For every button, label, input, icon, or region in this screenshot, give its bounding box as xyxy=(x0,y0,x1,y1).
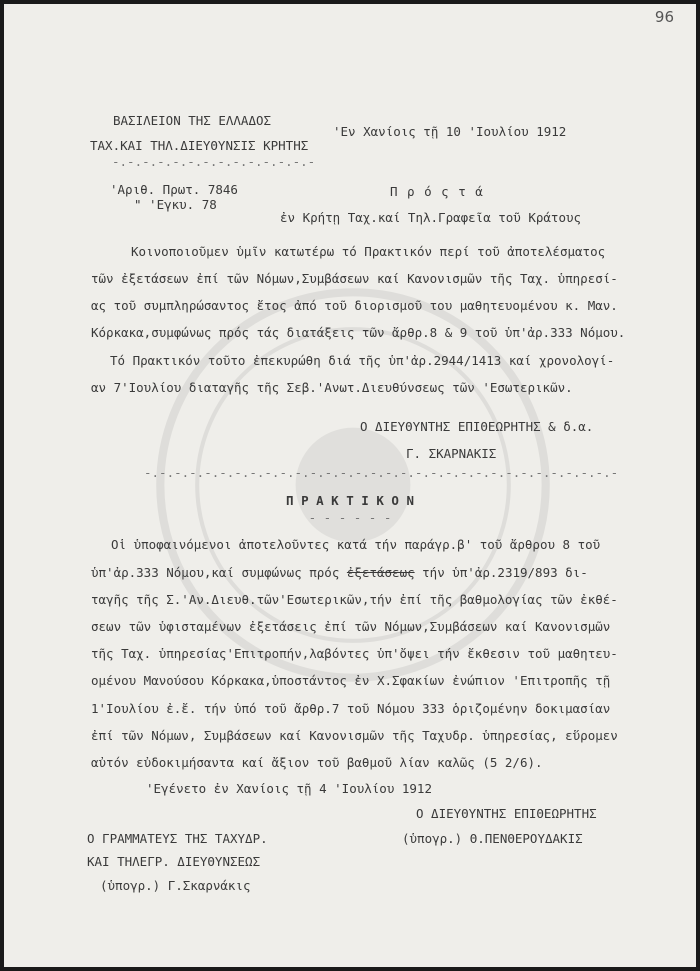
section-separator: -.-.-.-.-.-.-.-.-.-.-.-.-.-.-.-.-.-.-.-.-.-.-.-.-.-.-.-.-.-.-.- xyxy=(144,465,619,480)
director-title: Ο ΔΙΕΥΘΥΝΤΗΣ ΕΠΙΘΕΩΡΗΤΗΣ xyxy=(416,806,597,821)
praktikon-line: αὐτόν εὐδοκιμήσαντα καί ἄξιον τοῦ βαθμοῦ λίαν καλῶς (5 2/6). xyxy=(91,755,543,770)
directorate-heading: ΤΑΧ.ΚΑΙ ΤΗΛ.ΔΙΕΥΘΥΝΣΙΣ ΚΡΗΤΗΣ xyxy=(90,138,309,153)
praktikon-line: ομένου Μανούσου Κόρκακα,ὑποστάντος ἐν Χ.Σφακίων ἐνώπιον 'Επιτροπῆς τῇ xyxy=(91,673,611,688)
praktikon-line: ταγῆς τῆς Σ.'Αν.Διευθ.τῶν'Εσωτερικῶν,τήν ἐπί τῆς βαθμολογίας τῶν ἐκθέ- xyxy=(91,592,618,607)
kingdom-heading: ΒΑΣΙΛΕΙΟΝ ΤΗΣ ΕΛΛΑΔΟΣ xyxy=(113,113,272,128)
director-name: (ὑπογρ.) Θ.ΠΕΝΘΕΡΟΥΔΑΚΙΣ xyxy=(402,831,583,846)
praktikon-line-end: τήν ὑπ'ἀρ.2319/893 δι- xyxy=(422,565,588,580)
praktikon-line: 1'Ιουλίου ἐ.ἔ. τήν ὑπό τοῦ ἄρθρ.7 τοῦ Νόμου 333 ὁριζομένην δοκιμασίαν xyxy=(91,701,611,716)
secretary-title-2: ΚΑΙ ΤΗΛΕΓΡ. ΔΙΕΥΘΥΝΣΕΩΣ xyxy=(87,854,261,869)
secretary-title-1: Ο ΓΡΑΜΜΑΤΕΥΣ ΤΗΣ ΤΑΧΥΔΡ. xyxy=(87,831,268,846)
praktikon-line: Οἱ ὑποφαινόμενοι ἀποτελοῦντες κατά τήν παράγρ.β' τοῦ ἄρθρου 8 τοῦ xyxy=(111,537,601,552)
body-line: Κόρκακα,συμφώνως πρός τάς διατάξεις τῶν ἄρθρ.8 & 9 τοῦ ὑπ'ἀρ.333 Νόμου. xyxy=(91,325,626,340)
document-page xyxy=(4,4,696,967)
heading-underline: -.-.-.-.-.-.-.-.-.-.-.-.-.- xyxy=(112,154,316,169)
secretary-name: (ὑπογρ.) Γ.Σκαρνάκις xyxy=(100,878,251,893)
struck-word: ἐξετάσεως xyxy=(346,565,415,580)
praktikon-line: ἐπί τῶν Νόμων, Συμβάσεων καί Κανονισμῶν τῆς Ταχυδρ. ὑπηρεσίας, εὕρομεν xyxy=(91,728,618,743)
body-line: Κοινοποιοῦμεν ὑμῖν κατωτέρω τό Πρακτικόν περί τοῦ ἀποτελέσματος xyxy=(131,244,606,259)
pros-label: Π ρ ό ς τ ά xyxy=(390,184,484,199)
protocol-number: 'Αριθ. Πρωτ. 7846 xyxy=(110,182,238,197)
date-line: 'Εγένετο ἐν Χανίοις τῇ 4 'Ιουλίου 1912 xyxy=(146,781,432,796)
praktikon-line: σεων τῶν ὑφισταμένων ἐξετάσεις ἐπί τῶν Νόμων,Συμβάσεων καί Κανονισμῶν xyxy=(91,619,611,634)
signature-title: Ο ΔΙΕΥΘΥΝΤΗΣ ΕΠΙΘΕΩΡΗΤΗΣ & δ.α. xyxy=(360,419,594,434)
place-date: 'Εν Χανίοις τῇ 10 'Ιουλίου 1912 xyxy=(333,124,567,139)
signature-name: Γ. ΣΚΑΡΝΑΚΙΣ xyxy=(406,446,497,461)
body-line: ας τοῦ συμπληρώσαντος ἔτος ἀπό τοῦ διορισμοῦ του μαθητευομένου κ. Μαν. xyxy=(91,298,618,313)
praktikon-line: τῆς Ταχ. ὑπηρεσίας'Επιτροπήν,λαβόντες ὑπ'ὄψει τήν ἔκθεσιν τοῦ μαθητευ- xyxy=(91,646,618,661)
praktikon-line xyxy=(91,565,588,580)
page-number: 96 xyxy=(654,8,674,26)
body-line: Τό Πρακτικόν τοῦτο ἐπεκυρώθη διά τῆς ὑπ'ἀρ.2944/1413 καί χρονολογί- xyxy=(110,353,615,368)
praktikon-underline: - - - - - - xyxy=(308,510,392,525)
praktikon-line-text: ὑπ'ἀρ.333 Νόμου,καί συμφώνως πρός xyxy=(91,565,340,580)
recipient: ἐν Κρήτῃ Ταχ.καί Τηλ.Γραφεῖα τοῦ Κράτους xyxy=(280,210,582,225)
body-line: αν 7'Ιουλίου διαταγῆς τῆς Σεβ.'Ανωτ.Διευθύνσεως τῶν 'Εσωτερικῶν. xyxy=(91,380,573,395)
body-line: τῶν ἐξετάσεων ἐπί τῶν Νόμων,Συμβάσεων καί Κανονισμῶν τῆς Ταχ. ὑπηρεσί- xyxy=(91,271,618,286)
praktikon-title: Π Ρ Α Κ Τ Ι Κ Ο Ν xyxy=(286,493,414,508)
enclosure-number: " 'Εγκυ. 78 xyxy=(134,197,217,212)
